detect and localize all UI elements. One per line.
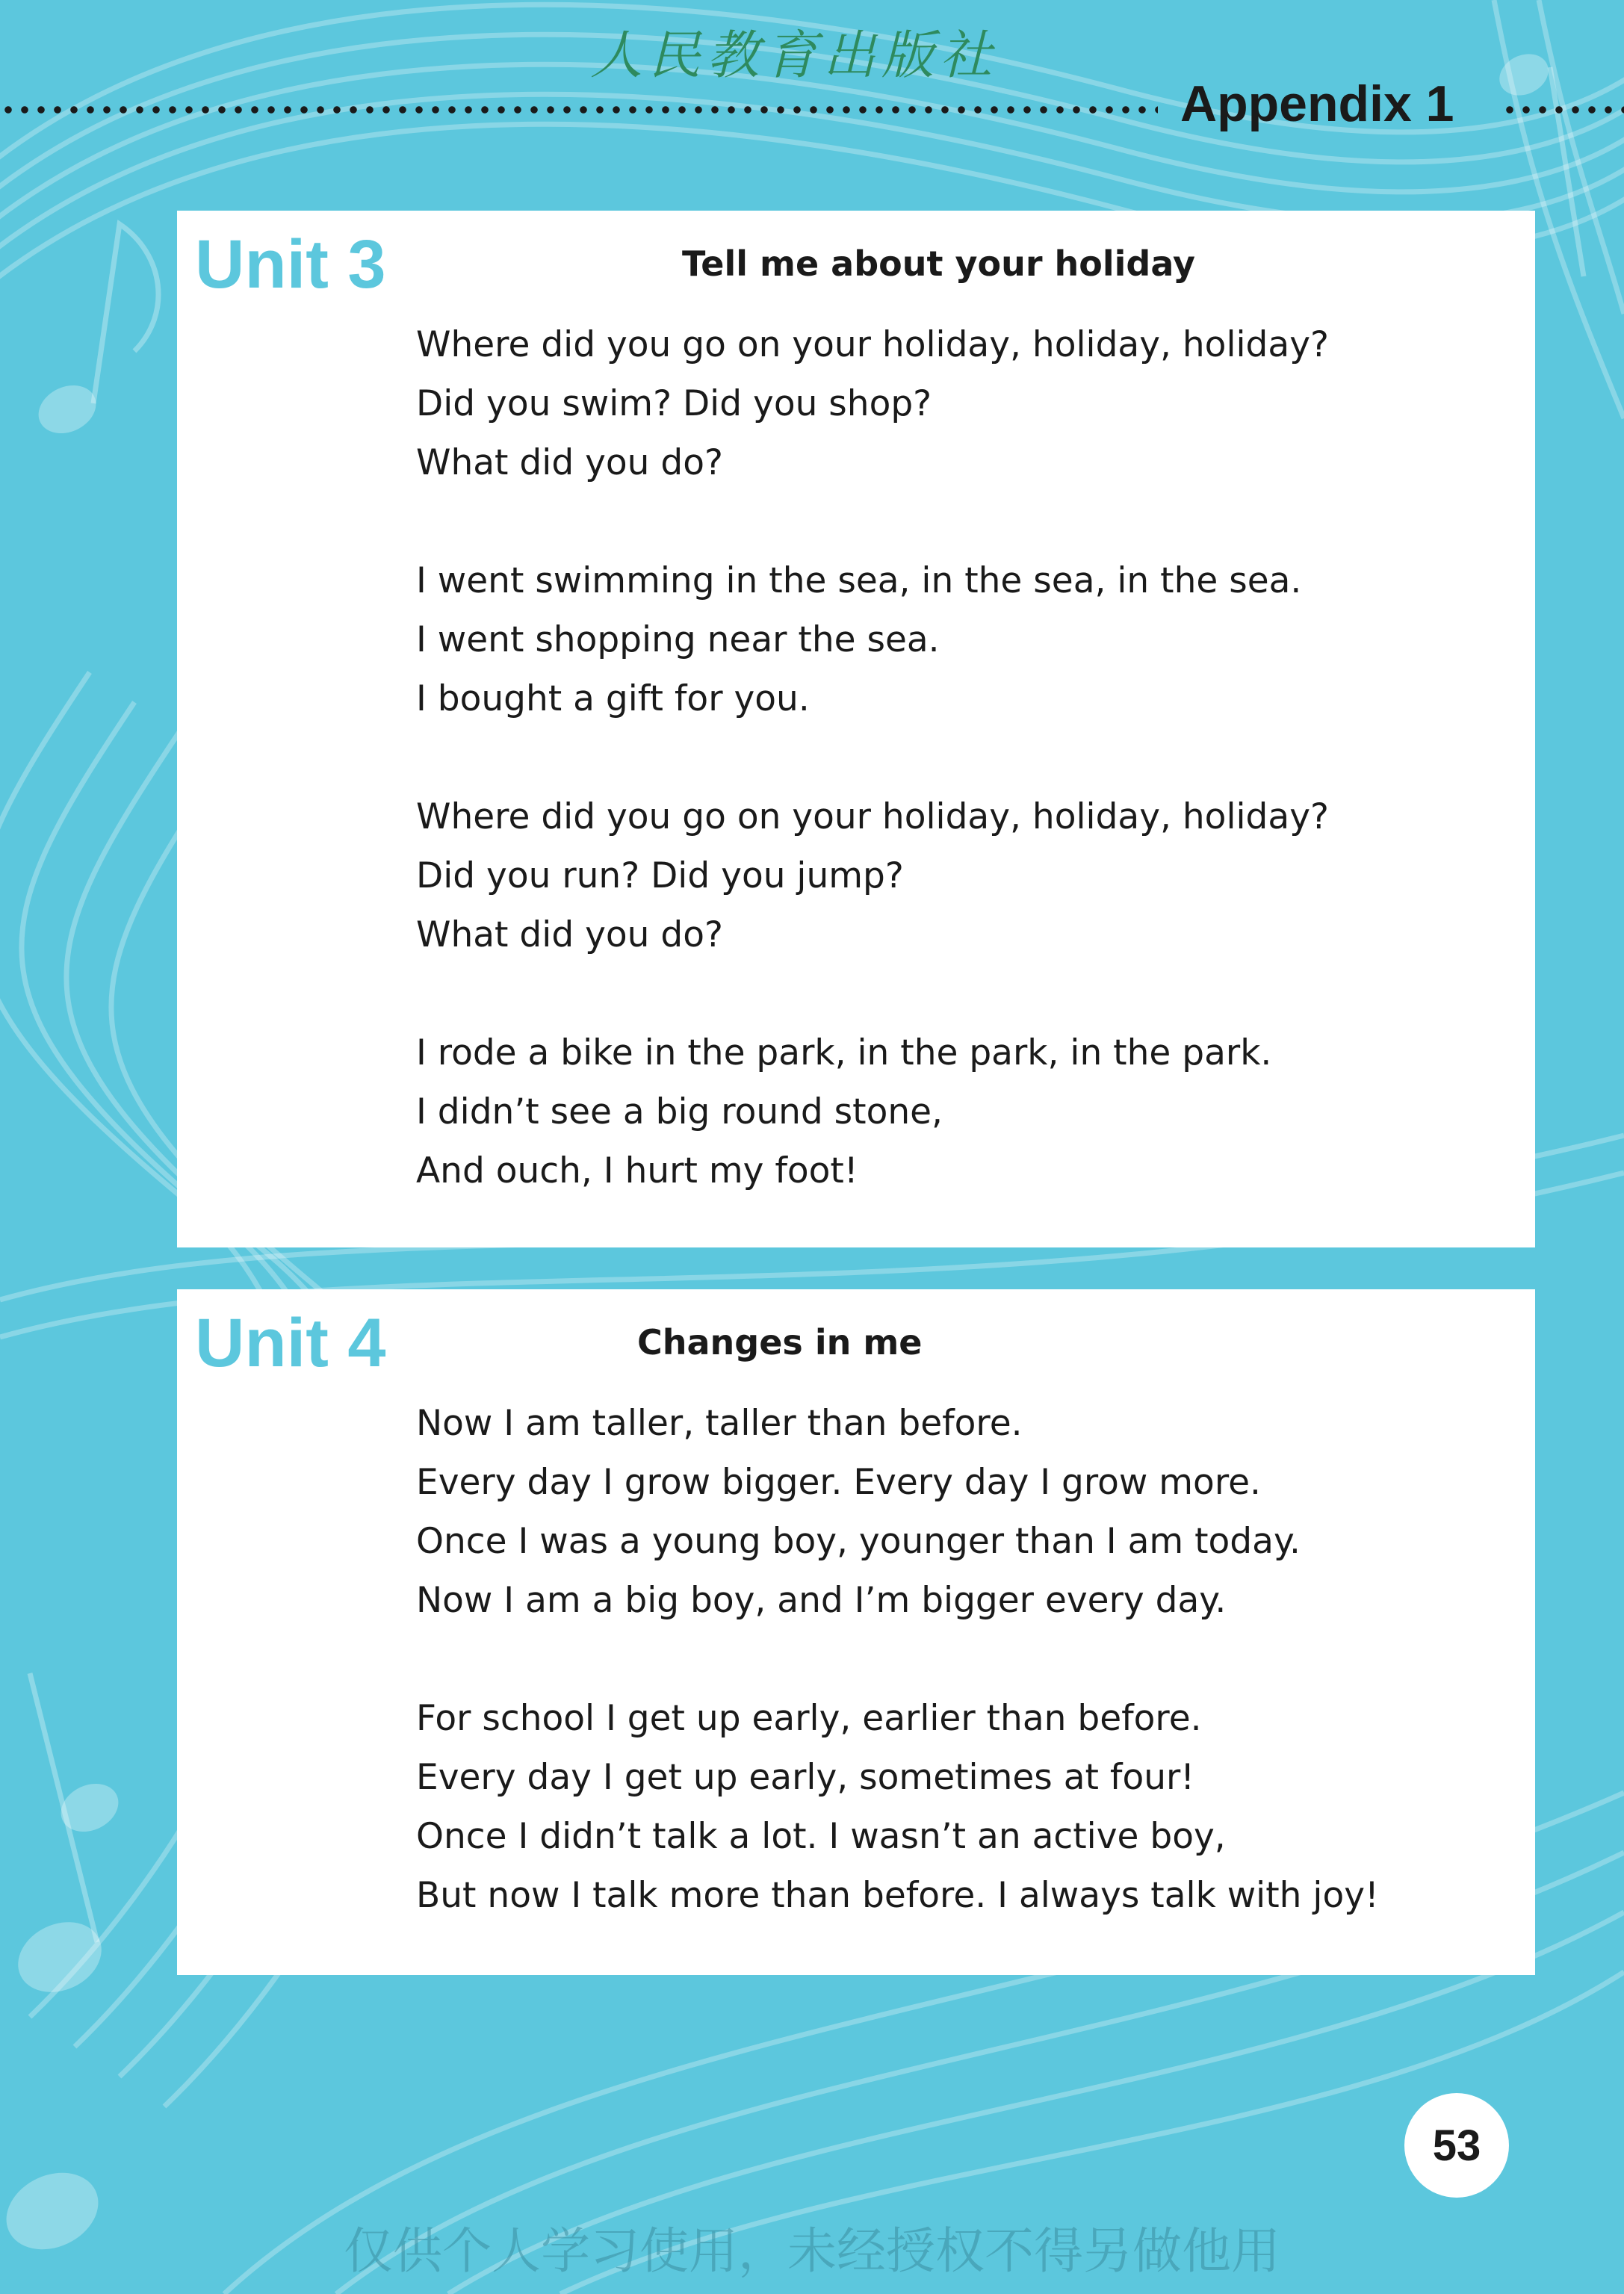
unit-3-card xyxy=(177,211,1535,1247)
lyric-line: And ouch, I hurt my foot! xyxy=(416,1150,858,1191)
lyric-line: I went shopping near the sea. xyxy=(416,619,940,660)
unit-4-card xyxy=(177,1289,1535,1975)
song-title: Changes in me xyxy=(637,1322,923,1363)
appendix-title: Appendix 1 xyxy=(1180,75,1454,132)
stanza-gap xyxy=(416,492,1329,551)
lyric-line: I didn’t see a big round stone, xyxy=(416,1091,943,1132)
lyric-line: I went swimming in the sea, in the sea, in the sea. xyxy=(416,560,1302,601)
lyric-line: Once I was a young boy, younger than I am today. xyxy=(416,1521,1301,1562)
lyric-line: But now I talk more than before. I always talk with joy! xyxy=(416,1875,1379,1916)
lyric-line: I rode a bike in the park, in the park, in the park. xyxy=(416,1032,1272,1073)
lyric-line: I bought a gift for you. xyxy=(416,678,810,719)
dotted-rule-right xyxy=(1501,105,1624,115)
lyric-line: Now I am a big boy, and I’m bigger every day. xyxy=(416,1580,1227,1621)
dotted-rule-left xyxy=(0,105,1158,115)
lyric-line: What did you do? xyxy=(416,914,723,955)
lyric-line: Now I am taller, taller than before. xyxy=(416,1403,1023,1444)
publisher-logo: 人民教育出版社 xyxy=(590,25,998,81)
unit-label: Unit 4 xyxy=(195,1305,386,1381)
lyric-line: Did you swim? Did you shop? xyxy=(416,383,932,424)
stanza-gap xyxy=(416,1630,1379,1689)
page-number: 53 xyxy=(1404,2093,1509,2198)
unit-label: Unit 3 xyxy=(195,226,386,303)
stanza-gap xyxy=(416,728,1329,787)
song-title: Tell me about your holiday xyxy=(682,244,1195,284)
lyric-line: For school I get up early, earlier than before. xyxy=(416,1698,1202,1739)
lyric-line: Where did you go on your holiday, holiday, holiday? xyxy=(416,324,1329,365)
stanza-gap xyxy=(416,964,1329,1023)
lyric-line: Every day I get up early, sometimes at four! xyxy=(416,1757,1195,1798)
lyrics-list xyxy=(416,315,1329,1200)
lyric-line: Where did you go on your holiday, holiday, holiday? xyxy=(416,796,1329,837)
lyric-line: Did you run? Did you jump? xyxy=(416,855,904,896)
lyrics-list xyxy=(416,1394,1379,1925)
lyric-line: What did you do? xyxy=(416,442,723,483)
lyric-line: Once I didn’t talk a lot. I wasn’t an active boy, xyxy=(416,1816,1226,1857)
lyric-line: Every day I grow bigger. Every day I grow more. xyxy=(416,1462,1261,1503)
usage-watermark: 仅供个人学习使用，未经授权不得另做他用 xyxy=(344,2222,1280,2280)
